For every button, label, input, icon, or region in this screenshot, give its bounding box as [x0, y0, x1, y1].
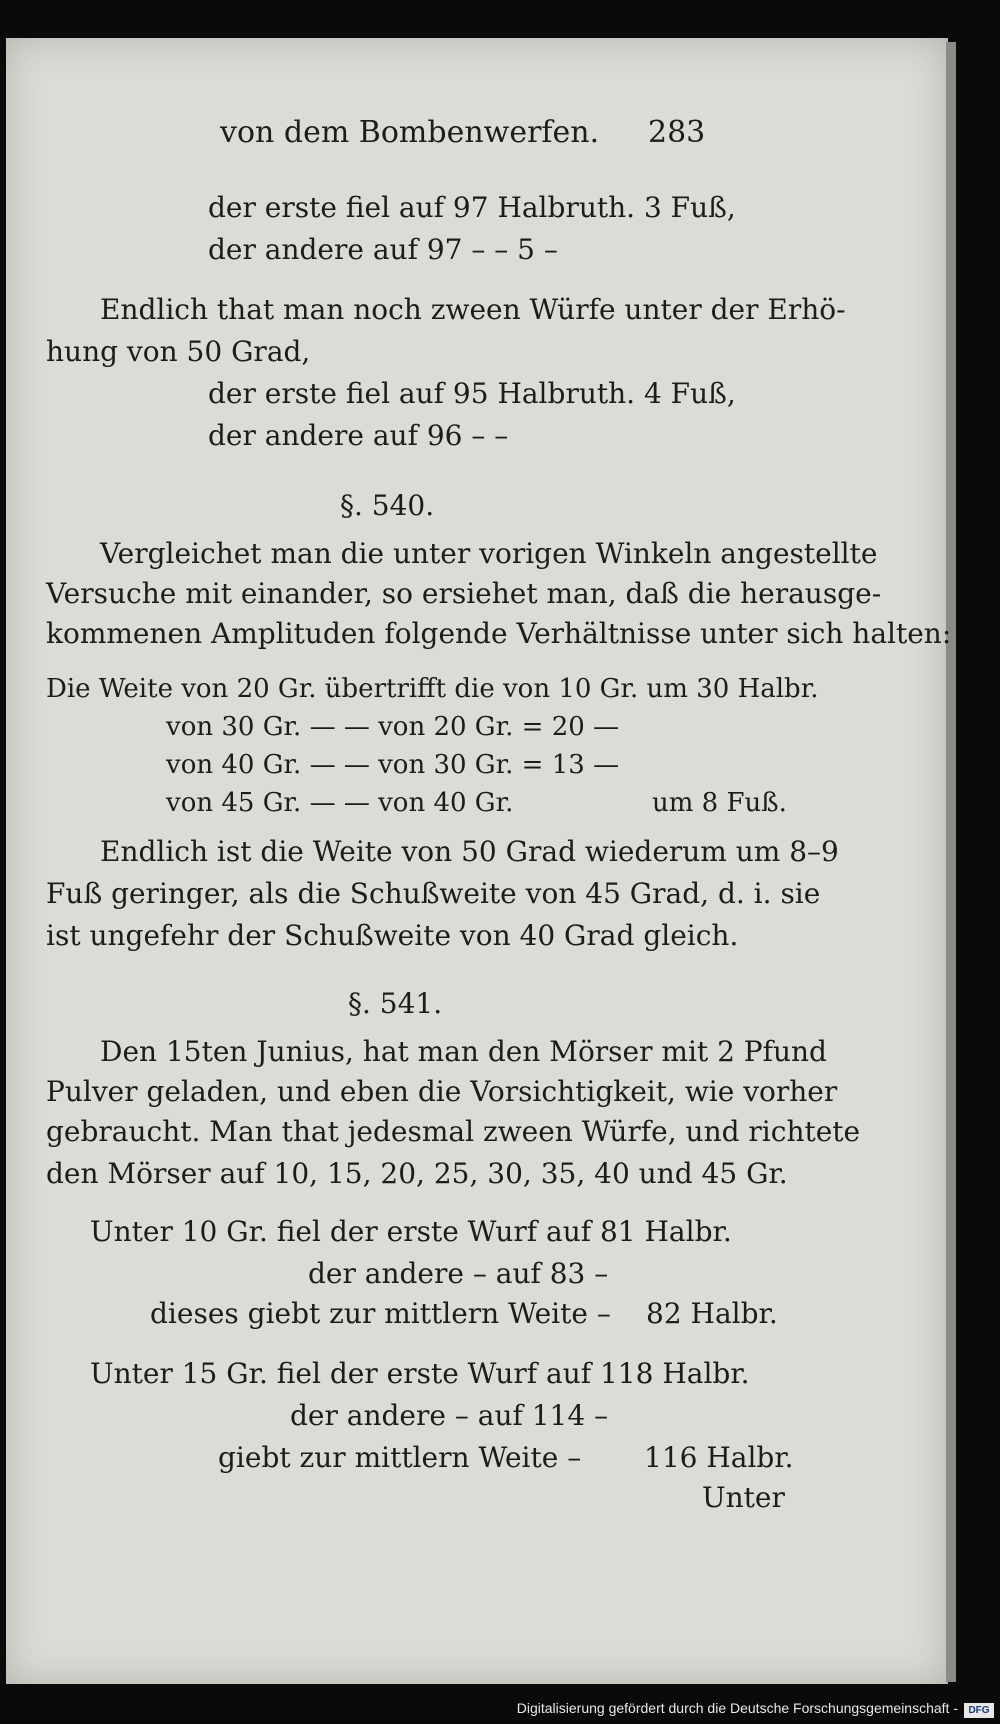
para1-line1: Endlich that man noch zween Würfe unter der Erhö-	[100, 293, 846, 326]
section-540-line2: Versuche mit einander, so ersiehet man, daß die herausge-	[46, 577, 882, 610]
table10-line1: Unter 10 Gr. fiel der erste Wurf auf 81 Halbr.	[90, 1215, 732, 1248]
running-title: von dem Bombenwerfen.	[220, 115, 600, 150]
section-540-heading: §. 540.	[340, 489, 435, 522]
para2-line1: Endlich ist die Weite von 50 Grad wiederum um 8–9	[100, 835, 839, 868]
block2-line1: der erste fiel auf 95 Halbruth. 4 Fuß,	[208, 377, 736, 410]
comparison-row1: Die Weite von 20 Gr. übertrifft die von 10 Gr. um 30 Halbr.	[46, 674, 819, 704]
section-541-line4: den Mörser auf 10, 15, 20, 25, 30, 35, 40 und 45 Gr.	[46, 1157, 788, 1190]
table10-line3-right: 82 Halbr.	[646, 1297, 778, 1330]
block2-line2: der andere auf 96 – –	[208, 419, 509, 452]
page-number: 283	[648, 115, 706, 150]
block1-line2: der andere auf 97 – – 5 –	[208, 233, 558, 266]
comparison-row4-right: um 8 Fuß.	[652, 788, 787, 818]
table10-line3-left: dieses giebt zur mittlern Weite –	[150, 1297, 611, 1330]
block1-line1: der erste fiel auf 97 Halbruth. 3 Fuß,	[208, 191, 736, 224]
comparison-row2: von 30 Gr. — — von 20 Gr. = 20 —	[166, 712, 620, 742]
table10-line2: der andere – auf 83 –	[308, 1257, 609, 1290]
page-edge	[946, 42, 956, 1682]
dfg-logo: DFG	[964, 1703, 994, 1718]
section-541-heading: §. 541.	[348, 987, 443, 1020]
section-540-line3: kommenen Amplituden folgende Verhältnisse unter sich halten:	[46, 617, 952, 650]
section-541-line1: Den 15ten Junius, hat man den Mörser mit 2 Pfund	[100, 1035, 827, 1068]
comparison-row3: von 40 Gr. — — von 30 Gr. = 13 —	[166, 750, 620, 780]
table15-line3-right: 116 Halbr.	[644, 1441, 794, 1474]
table15-line1: Unter 15 Gr. fiel der erste Wurf auf 118 Halbr.	[90, 1357, 750, 1390]
section-540-line1: Vergleichet man die unter vorigen Winkeln angestellte	[100, 537, 878, 570]
comparison-row4-left: von 45 Gr. — — von 40 Gr.	[166, 788, 514, 818]
catchword: Unter	[702, 1481, 785, 1514]
section-541-line2: Pulver geladen, und eben die Vorsichtigkeit, wie vorher	[46, 1075, 838, 1108]
para1-line2: hung von 50 Grad,	[46, 335, 311, 368]
section-541-line3: gebraucht. Man that jedesmal zween Würfe, und richtete	[46, 1115, 861, 1148]
para2-line2: Fuß geringer, als die Schußweite von 45 Grad, d. i. sie	[46, 877, 821, 910]
table15-line2: der andere – auf 114 –	[290, 1399, 609, 1432]
table15-line3-left: giebt zur mittlern Weite –	[218, 1441, 582, 1474]
para2-line3: ist ungefehr der Schußweite von 40 Grad gleich.	[46, 919, 739, 952]
digitization-credit: Digitalisierung gefördert durch die Deutsche Forschungsgemeinschaft -	[516, 1700, 958, 1716]
